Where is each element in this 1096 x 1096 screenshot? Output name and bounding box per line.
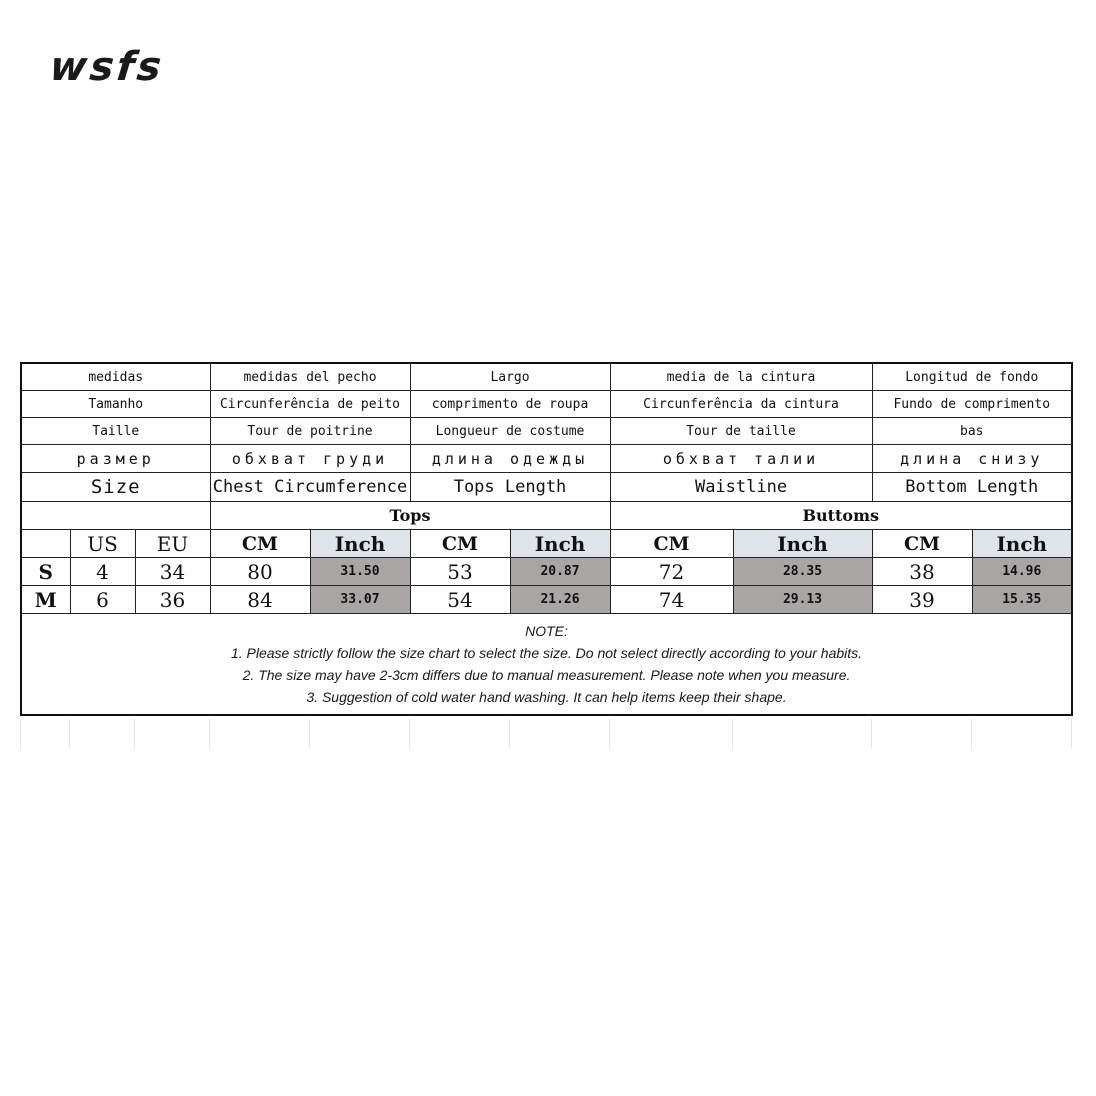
chest-cm-value: 84 bbox=[210, 586, 310, 614]
size-header-fr: Taille bbox=[21, 418, 210, 445]
eu-unit-label: EU bbox=[135, 530, 210, 558]
size-header-en: Size bbox=[21, 473, 210, 502]
units-row bbox=[21, 530, 1072, 558]
waist-header-pt: Circunferência da cintura bbox=[610, 391, 872, 418]
note-heading: NOTE: bbox=[525, 623, 568, 639]
bottom-cm-value: 38 bbox=[872, 558, 972, 586]
length-cm-value: 53 bbox=[410, 558, 510, 586]
brand-logo: wsfs bbox=[47, 44, 167, 90]
waist-header-ru: обхват талии bbox=[610, 445, 872, 473]
bottom-inch-label: Inch bbox=[972, 530, 1072, 558]
notes-cell bbox=[21, 614, 1072, 716]
waist-cm-value: 72 bbox=[610, 558, 733, 586]
us-value: 6 bbox=[70, 586, 135, 614]
length-cm-label: CM bbox=[410, 530, 510, 558]
eu-value: 36 bbox=[135, 586, 210, 614]
bottom-header-ru: длина снизу bbox=[872, 445, 1072, 473]
waist-inch-value: 28.35 bbox=[733, 558, 872, 586]
header-row-spanish bbox=[21, 363, 1072, 391]
table-row bbox=[21, 558, 1072, 586]
length-header-ru: длина одежды bbox=[410, 445, 610, 473]
bottom-header-es: Longitud de fondo bbox=[872, 363, 1072, 391]
units-blank-cell bbox=[21, 530, 70, 558]
waist-inch-label: Inch bbox=[733, 530, 872, 558]
note-line-3: 3. Suggestion of cold water hand washing. It can help items keep their shape. bbox=[306, 689, 787, 705]
chest-cm-value: 80 bbox=[210, 558, 310, 586]
header-row-english bbox=[21, 473, 1072, 502]
table-row bbox=[21, 586, 1072, 614]
length-inch-value: 21.26 bbox=[510, 586, 610, 614]
length-cm-value: 54 bbox=[410, 586, 510, 614]
chest-inch-value: 31.50 bbox=[310, 558, 410, 586]
waist-header-es: media de la cintura bbox=[610, 363, 872, 391]
waist-cm-label: CM bbox=[610, 530, 733, 558]
size-header-es: medidas bbox=[21, 363, 210, 391]
bottom-header-fr: bas bbox=[872, 418, 1072, 445]
bottom-header-en: Bottom Length bbox=[872, 473, 1072, 502]
waist-header-en: Waistline bbox=[610, 473, 872, 502]
bottom-cm-label: CM bbox=[872, 530, 972, 558]
header-row-portuguese bbox=[21, 391, 1072, 418]
size-label: M bbox=[21, 586, 70, 614]
chest-header-es: medidas del pecho bbox=[210, 363, 410, 391]
bottom-inch-value: 15.35 bbox=[972, 586, 1072, 614]
length-header-fr: Longueur de costume bbox=[410, 418, 610, 445]
length-inch-value: 20.87 bbox=[510, 558, 610, 586]
size-header-ru: размер bbox=[21, 445, 210, 473]
us-value: 4 bbox=[70, 558, 135, 586]
header-row-french bbox=[21, 418, 1072, 445]
chest-header-pt: Circunferência de peito bbox=[210, 391, 410, 418]
waist-inch-value: 29.13 bbox=[733, 586, 872, 614]
note-line-2: 2. The size may have 2-3cm differs due to manual measurement. Please note when you measure. bbox=[242, 667, 851, 683]
header-row-russian bbox=[21, 445, 1072, 473]
note-line-1: 1. Please strictly follow the size chart to select the size. Do not select directly according to your habits. bbox=[230, 645, 863, 661]
us-unit-label: US bbox=[70, 530, 135, 558]
length-header-es: Largo bbox=[410, 363, 610, 391]
chest-header-ru: обхват груди bbox=[210, 445, 410, 473]
size-chart-table bbox=[20, 362, 1073, 716]
length-inch-label: Inch bbox=[510, 530, 610, 558]
bottoms-group-label: Buttoms bbox=[610, 502, 1072, 530]
waist-cm-value: 74 bbox=[610, 586, 733, 614]
size-label: S bbox=[21, 558, 70, 586]
bottom-cm-value: 39 bbox=[872, 586, 972, 614]
length-header-en: Tops Length bbox=[410, 473, 610, 502]
chest-inch-label: Inch bbox=[310, 530, 410, 558]
size-header-pt: Tamanho bbox=[21, 391, 210, 418]
spreadsheet-gridlines bbox=[20, 719, 1096, 749]
notes-row bbox=[21, 614, 1072, 716]
chest-inch-value: 33.07 bbox=[310, 586, 410, 614]
tops-group-label: Tops bbox=[210, 502, 610, 530]
chest-cm-label: CM bbox=[210, 530, 310, 558]
eu-value: 34 bbox=[135, 558, 210, 586]
bottom-inch-value: 14.96 bbox=[972, 558, 1072, 586]
length-header-pt: comprimento de roupa bbox=[410, 391, 610, 418]
chest-header-fr: Tour de poitrine bbox=[210, 418, 410, 445]
group-row bbox=[21, 502, 1072, 530]
group-blank-cell bbox=[21, 502, 210, 530]
chest-header-en: Chest Circumference bbox=[210, 473, 410, 502]
waist-header-fr: Tour de taille bbox=[610, 418, 872, 445]
bottom-header-pt: Fundo de comprimento bbox=[872, 391, 1072, 418]
